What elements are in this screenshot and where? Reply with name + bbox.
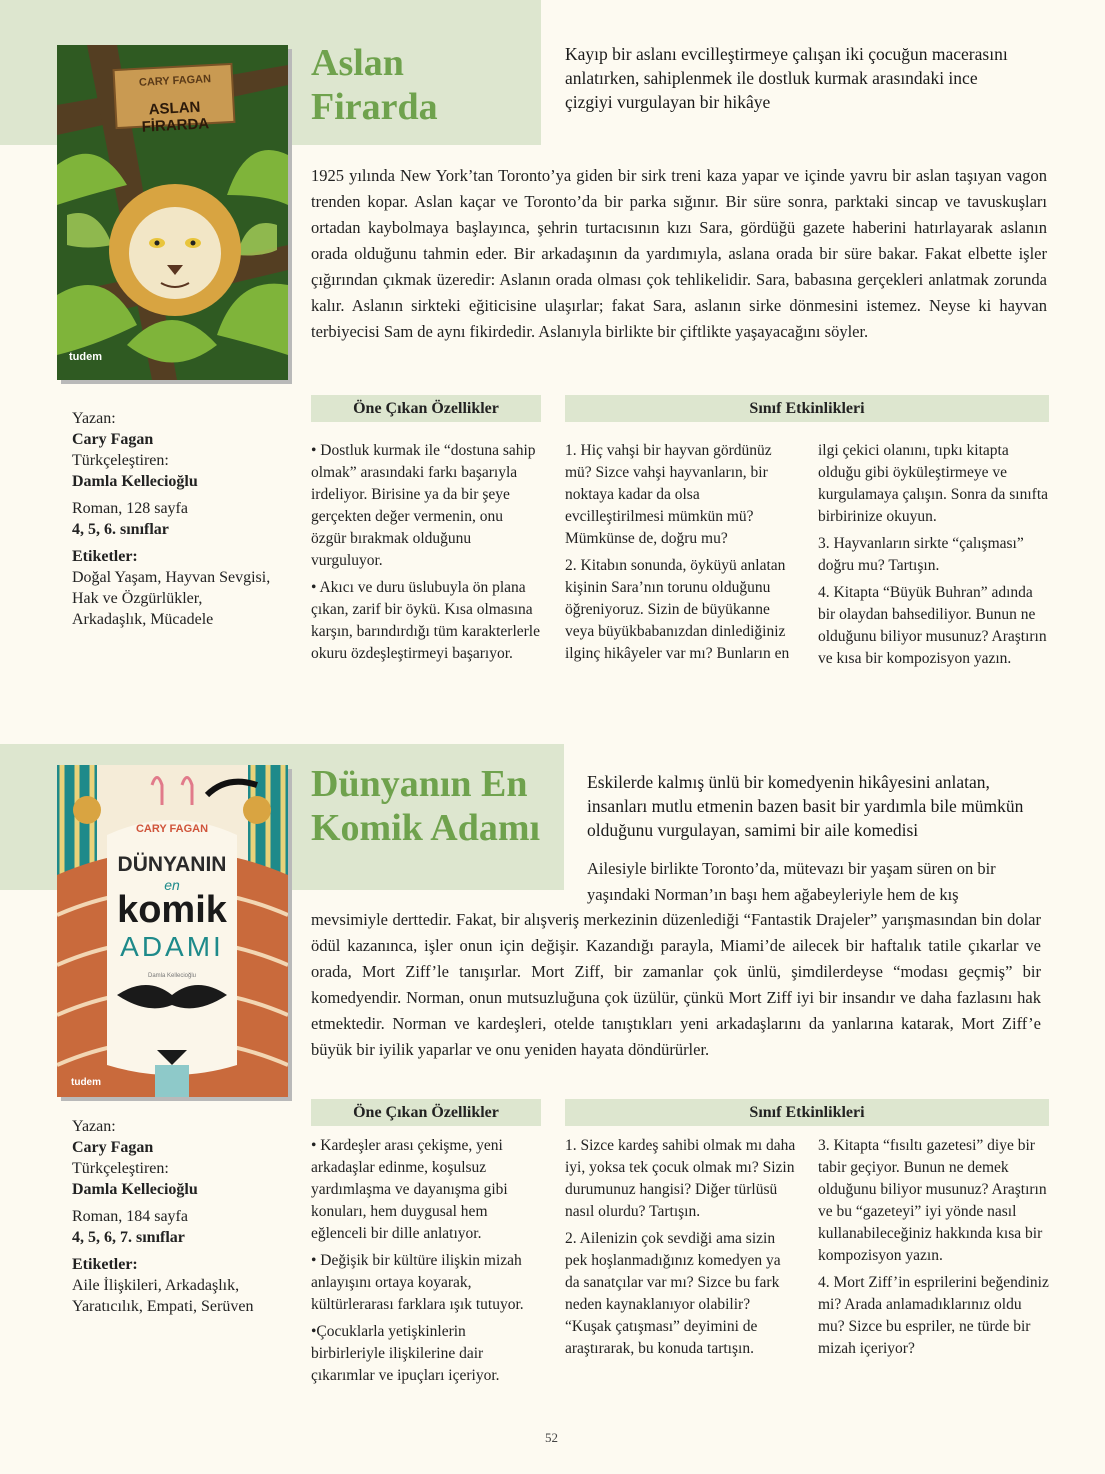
- cover-title-bottom: ADAMI: [120, 931, 224, 962]
- cover-publisher: tudem: [69, 351, 102, 363]
- cover-translator: Damla Kellecioğlu: [147, 973, 197, 979]
- tags: Doğal Yaşam, Hayvan Sevgisi, Hak ve Özgürlükler, Arkadaşlık, Mücadele: [72, 569, 271, 628]
- tags-label: Etiketler:: [72, 548, 138, 565]
- cover-publisher: tudem: [71, 1077, 101, 1088]
- book-summary-2-top: Ailesiyle birlikte Toronto’da, mütevazı bir yaşam süren on bir yaşındaki Norman’ın başı hem ağabeyleriyle hem de kış: [587, 859, 996, 904]
- activity-item: 1. Hiç vahşi bir hayvan gördünüz mü? Sizce vahşi hayvanların, bir noktaya kadar da olsa evcilleştirilmesi mümkün mü? Mümkünse de, doğru mu?: [565, 442, 772, 547]
- book-format: Roman, 128 sayfa: [72, 500, 188, 517]
- grade-levels: 4, 5, 6. sınıflar: [72, 521, 169, 538]
- book-meta-1: [72, 408, 272, 630]
- book-title-1: [311, 41, 438, 129]
- feature-item: • Dostluk kurmak ile “dostuna sahip olmak” arasındaki farkı başarıyla irdeliyor. Birisine ya da bir şeye gerçekten değer vermenin, onu özgür bırakmak olduğunu vurguluyor.: [311, 442, 536, 569]
- book-lead-2: Eskilerde kalmış ünlü bir komedyenin hikâyesini anlatan, insanları mutlu etmenin bazen basit bir yardımla bile mümkün olduğunu vurgulayan, samimi bir aile komedisi: [587, 772, 1024, 840]
- features-list-1: [311, 440, 541, 670]
- cover-title-big: komik: [117, 889, 227, 931]
- activities-col2-2: [818, 1135, 1050, 1365]
- cover-title: ASLAN FİRARDA: [141, 98, 210, 136]
- translator-name: Damla Kellecioğlu: [72, 473, 198, 490]
- author-label: Yazan:: [72, 1118, 116, 1135]
- book-meta-2: [72, 1116, 272, 1317]
- feature-item: •Çocuklarla yetişkinlerin birbirleriyle ilişkilerine dair çıkarımlar ve ipuçları içeriyor.: [311, 1323, 500, 1384]
- activities-col1-1: [565, 440, 790, 670]
- activities-col1-2: [565, 1135, 797, 1365]
- activity-item: 1. Sizce kardeş sahibi olmak mı daha iyi, yoksa tek çocuk olmak mı? Sizin durumunuz hangisi? Diğer türlüsü nasıl olurdu? Tartışın.: [565, 1137, 796, 1220]
- feature-item: • Değişik bir kültüre ilişkin mizah anlayışını ortaya koyarak, kültürlerarası farklara ışık tutuyor.: [311, 1252, 524, 1313]
- book-format: Roman, 184 sayfa: [72, 1208, 188, 1225]
- activities-header-2: Sınıf Etkinlikleri: [565, 1099, 1049, 1126]
- translator-name: Damla Kellecioğlu: [72, 1181, 198, 1198]
- book-title-2-line-2: Komik Adamı: [311, 807, 541, 849]
- author-name: Cary Fagan: [72, 431, 154, 448]
- tags: Aile İlişkileri, Arkadaşlık, Yaratıcılık, Empati, Serüven: [72, 1277, 254, 1315]
- book-summary-2: mevsimiyle derttedir. Fakat, bir alışveriş merkezinin düzenlediği “Fantastik Drajeler” yarışmasından bin dolar ödül kazanınca, işler onun için değişir. Kazandığı parayla, Miami’de ailecek bir haftalık tatile çıkarlar ve orada, Mort Ziff’le tanışırlar. Mort Ziff, bir zamanlar çok ünlü, şimdilerdeyse “modası geçmiş” bir komedyendir. Norman, onun mutsuzluğuna çok üzülür, çünkü Mort Ziff iyi bir insandır ve daha fazlasını hak etmektedir. Norman ve kardeşleri, otelde tanıştıkları yeni arkadaşlarını da yanlarına katarak, Mort Ziff’e büyük bir iyilik yaparlar ve onu yeniden hayata döndürürler.: [311, 910, 1041, 1059]
- book-cover-aslan-firarda: [57, 45, 288, 380]
- feature-item: • Akıcı ve duru üslubuyla ön plana çıkan, zarif bir öykü. Kısa olmasına karşın, barındırdığı tüm karakterlerle okuru özdeşleştirmeyi başarıyor.: [311, 579, 540, 662]
- jungle-lion-illustration: [57, 45, 288, 380]
- cover-title-mid: en: [164, 877, 180, 893]
- book-title-2: [311, 762, 540, 850]
- cover-author: CARY FAGAN: [135, 823, 209, 835]
- activities-header-1: Sınıf Etkinlikleri: [565, 395, 1049, 422]
- translator-label: Türkçeleştiren:: [72, 1160, 169, 1177]
- activity-item: 3. Hayvanların sirkte “çalışması” doğru mu? Tartışın.: [818, 535, 1024, 574]
- translator-label: Türkçeleştiren:: [72, 452, 169, 469]
- page-number: 52: [545, 1430, 558, 1445]
- feature-item: • Kardeşler arası çekişme, yeni arkadaşlar edinme, koşulsuz yardımlaşma ve dayanışma gibi konuları, hem duygusal hem eğlenceli bir dille anlatıyor.: [311, 1137, 508, 1242]
- features-header-1: Öne Çıkan Özellikler: [311, 395, 541, 422]
- activity-item: 2. Kitabın sonunda, öyküyü anlatan kişinin Sara’nın torunu olduğunu öğreniyoruz. Sizin de büyükanne veya büyükbabanızdan dinlediğiniz ilginç hikâyeler var mı? Bunların en: [565, 557, 790, 662]
- activities-col2-1: [818, 440, 1050, 675]
- book-summary-1: 1925 yılında New York’tan Toronto’ya giden bir sirk treni kaza yapar ve içinde yavru bir aslan taşıyan vagon trenden kopar. Aslan kaçar ve Toronto’da bir parka sığınır. Bir süre sonra, parktaki sincap ve tavuskuşları ortadan kaybolmaya başlayınca, şehrin turtacısının kızı Sara, gördüğü gazete haberini hatırlayarak aslanın orada olduğunu tahmin eder. Bir arkadaşının da yardımıyla, aslana orada bir süre bakar. Fakat elbette işler çığırından çıkmak üzeredir: Aslanın orada olması çok tehlikelidir. Sara, babasına gerçekleri anlatmak zorunda kalır. Aslanın sirkteki eğiticisine ulaşırlar; fakat Sara, aslanın sirke dönmesini istemez. Neyse ki hayvan terbiyecisi Sam de aynı fikirdedir. Aslanıyla birlikte bir çiftlikte yaşayacağını söyler.: [311, 166, 1047, 341]
- activity-item: 4. Kitapta “Büyük Buhran” adında bir olaydan bahsediliyor. Bunun ne olduğunu biliyor musunuz? Araştırın ve kısa bir kompozisyon yazın.: [818, 584, 1047, 667]
- activity-item: 2. Ailenizin çok sevdiği ama sizin pek hoşlanmadığınız komedyen ya da sanatçılar var mı? Sizce bu fark neden kaynaklanıyor olabilir? “Kuşak çatışması” deyimini de araştırarak, bu konuda tartışın.: [565, 1230, 781, 1357]
- book-title-2-line-1: Dünyanın En: [311, 763, 528, 805]
- author-name: Cary Fagan: [72, 1139, 154, 1156]
- features-header-2: Öne Çıkan Özellikler: [311, 1099, 541, 1126]
- grade-levels: 4, 5, 6, 7. sınıflar: [72, 1229, 185, 1246]
- activity-item: 3. Kitapta “fısıltı gazetesi” diye bir tabir geçiyor. Bunun ne demek olduğunu biliyor musunuz? Araştırın ve bu “gazeteyi” iyi yönde nasıl kullanabileceğiniz hakkında kısa bir kompozisyon yazın.: [818, 1137, 1047, 1264]
- book-lead-1: Kayıp bir aslanı evcilleştirmeye çalışan iki çocuğun macerasını anlatırken, sahiplenmek ile dostluk kurmak arasındaki ince çizgiyi vurgulayan bir hikâye: [565, 44, 1008, 112]
- book-title-1-line-2: Firarda: [311, 86, 438, 128]
- cover-title-top: DÜNYANIN: [117, 853, 227, 876]
- features-list-2: [311, 1135, 541, 1392]
- activity-item: 4. Mort Ziff’in esprilerini beğendiniz mi? Arada anlamadıklarınız oldu mu? Sizce bu espriler, ne türde bir mizah içeriyor?: [818, 1274, 1049, 1357]
- book-title-1-line-1: Aslan: [311, 42, 404, 84]
- author-label: Yazan:: [72, 410, 116, 427]
- book-cover-dunyanin-en-komik-adami: [57, 765, 288, 1097]
- cover-author: CARY FAGAN: [138, 73, 212, 89]
- tags-label: Etiketler:: [72, 1256, 138, 1273]
- activity-item: ilgi çekici olanını, tıpkı kitapta olduğu gibi öyküleştirmeye ve kurgulamaya çalışın. Sonra da sınıfta birbirinize okuyun.: [818, 442, 1049, 525]
